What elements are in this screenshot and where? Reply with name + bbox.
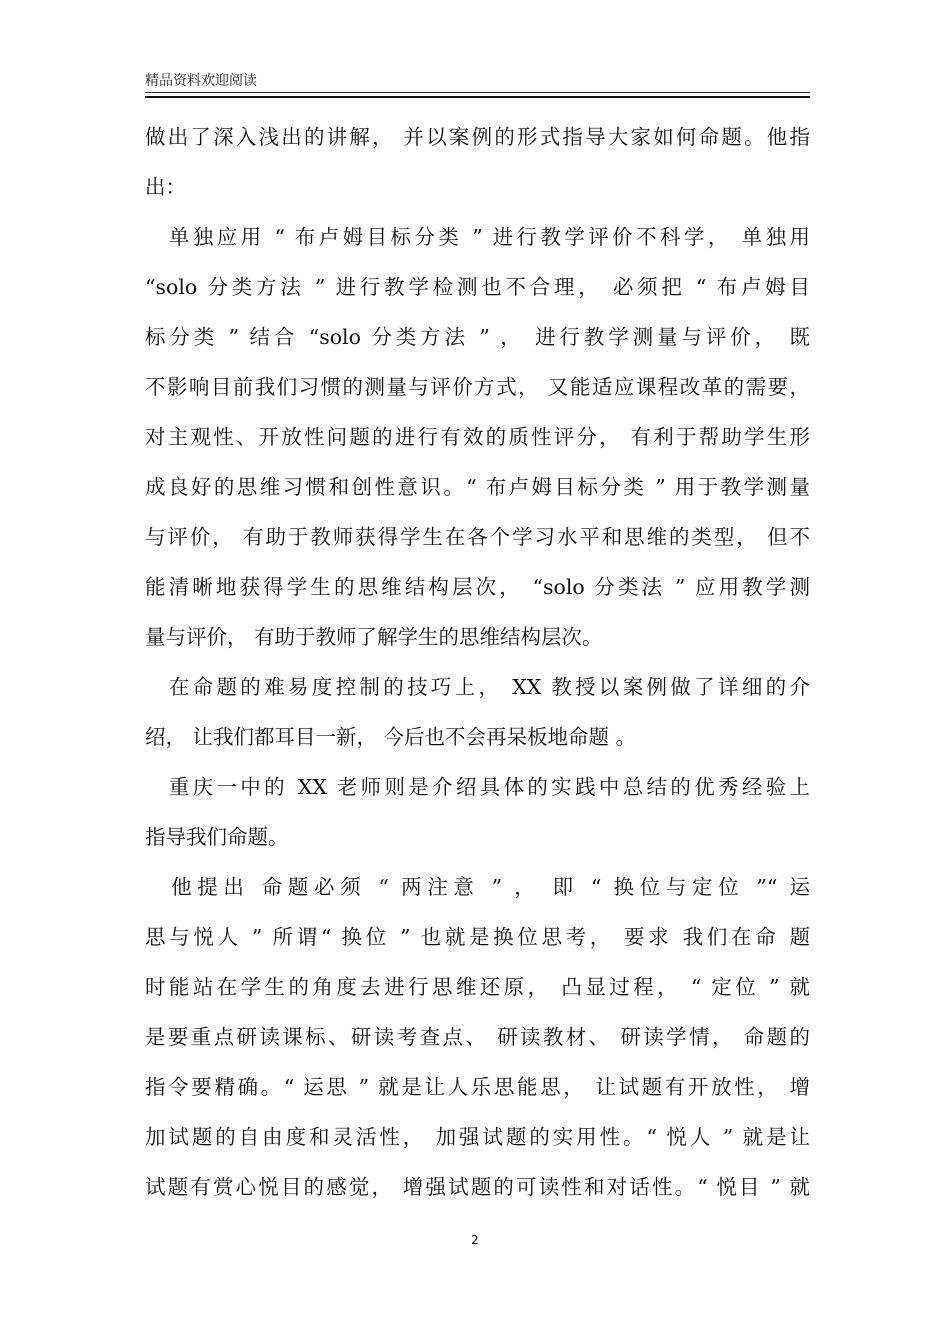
text-line: 量与评价， 有助于教师了解学生的思维结构层次。 (145, 625, 603, 649)
page-header: 精品资料欢迎阅读 (145, 73, 257, 89)
text-line: 绍， 让我们都耳目一新， 今后也不会再呆板地命题 。 (145, 725, 637, 749)
text-line: 在命题的难易度控制的技巧上， XX 教授以案例做了详细的介 (145, 675, 810, 699)
text-line: 做出了深入浅出的讲解， 并以案例的形式指导大家如何命题。他指 (145, 125, 810, 149)
text-line: 指令要精确。“ 运思 ” 就是让人乐思能思， 让试题有开放性， 增 (145, 1075, 810, 1099)
text-line: 重庆一中的 XX 老师则是介绍具体的实践中总结的优秀经验上 (145, 775, 810, 799)
text-line: 试题有赏心悦目的感觉， 增强试题的可读性和对话性。“ 悦目 ” 就 (145, 1175, 810, 1199)
text-line: “solo 分类方法 ” 进行教学检测也不合理， 必须把 “ 布卢姆目 (145, 275, 810, 299)
text-line: 加试题的自由度和灵活性， 加强试题的实用性。“ 悦人 ” 就是让 (145, 1125, 810, 1149)
text-line: 能清晰地获得学生的思维结构层次， “solo 分类法 ” 应用教学测 (145, 575, 810, 599)
text-line: 指导我们命题。 (145, 825, 289, 849)
text-line: 是要重点研读课标、研读考查点、 研读教材、 研读学情， 命题的 (145, 1025, 810, 1049)
header-rule-thin (145, 92, 810, 93)
header-rule-thick (145, 96, 810, 98)
page-number: 2 (471, 1233, 479, 1247)
text-line: 标分类 ” 结合 “solo 分类方法 ” ， 进行教学测量与评价， 既 (145, 325, 810, 349)
text-line: 不影响目前我们习惯的测量与评价方式， 又能适应课程改革的需要， (145, 375, 810, 399)
text-line: 时能站在学生的角度去进行思维还原， 凸显过程， “ 定位 ” 就 (145, 975, 810, 999)
text-line: 对主观性、开放性问题的进行有效的质性评分， 有利于帮助学生形 (145, 425, 810, 449)
text-line: 思与悦人 ” 所谓“ 换位 ” 也就是换位思考， 要求 我们在命 题 (145, 925, 810, 949)
text-line: 出： (145, 175, 186, 199)
text-line: 成良好的思维习惯和创性意识。“ 布卢姆目标分类 ” 用于教学测量 (145, 475, 810, 499)
text-line: 他提出 命题必须 “ 两注意 ” ， 即 “ 换位与定位 ”“ 运 (145, 875, 810, 899)
text-line: 与评价， 有助于教师获得学生在各个学习水平和思维的类型， 但不 (145, 525, 810, 549)
text-line: 单独应用 “ 布卢姆目标分类 ” 进行教学评价不科学， 单独用 (145, 225, 810, 249)
